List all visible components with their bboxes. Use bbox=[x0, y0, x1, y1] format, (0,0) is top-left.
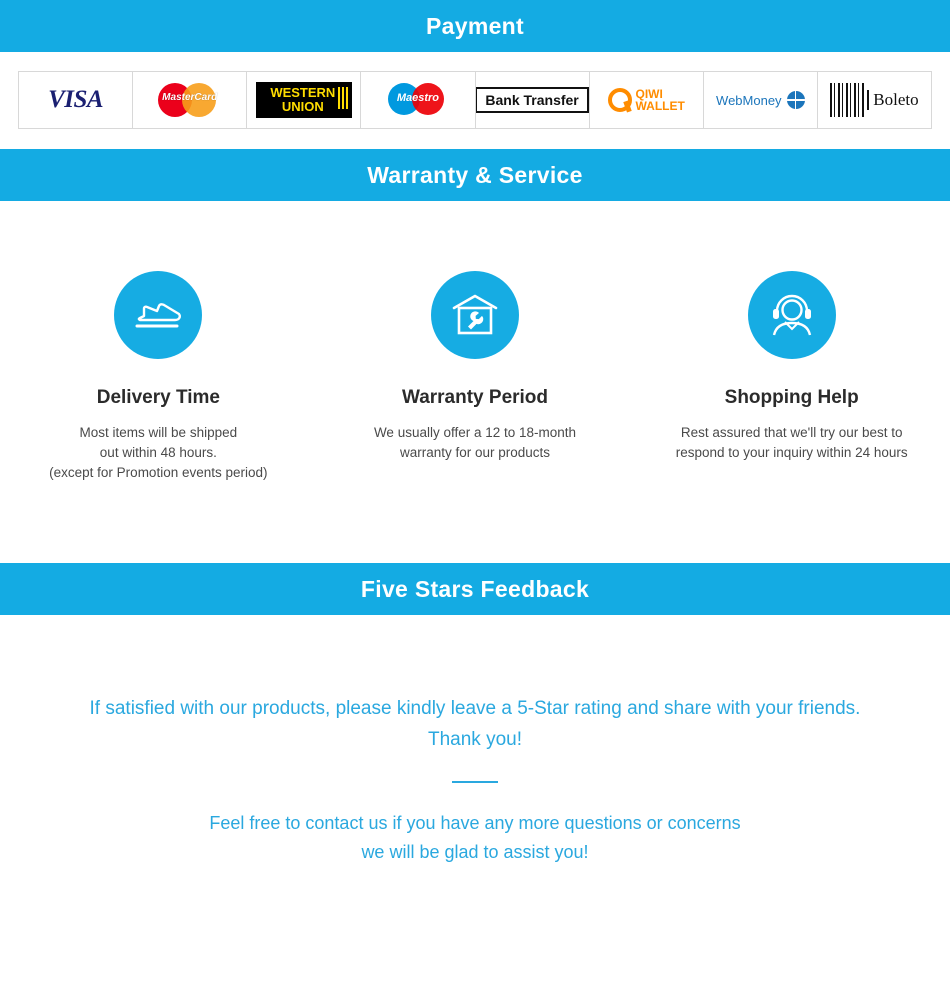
service-desc-warranty bbox=[335, 423, 616, 463]
qiwi-text bbox=[636, 88, 685, 112]
western-union-line2: UNION bbox=[281, 99, 324, 114]
qiwi-line1: QIWI bbox=[635, 87, 663, 101]
mastercard-label: MasterCard bbox=[162, 92, 218, 103]
maestro-label: Maestro bbox=[396, 92, 440, 104]
western-union-bars-icon bbox=[338, 87, 348, 109]
airplane-icon bbox=[114, 271, 202, 359]
service-desc-line: respond to your inquiry within 24 hours bbox=[675, 445, 908, 460]
qiwi-line2: WALLET bbox=[635, 99, 685, 113]
boleto-logo bbox=[830, 83, 918, 117]
feedback-line-1: If satisfied with our products, please kindly leave a 5-Star rating and share with your friends. bbox=[89, 698, 861, 719]
service-desc-line: Most items will be shipped bbox=[79, 425, 238, 440]
maestro-logo bbox=[374, 82, 462, 118]
service-column-help bbox=[633, 271, 950, 483]
visa-logo: VISA bbox=[48, 86, 104, 113]
payment-method-qiwi bbox=[590, 72, 704, 128]
feedback-banner: Five Stars Feedback bbox=[0, 563, 950, 615]
service-desc-line: Rest assured that we'll try our best to bbox=[680, 425, 903, 440]
payment-banner: Payment bbox=[0, 0, 950, 52]
service-desc-line: warranty for our products bbox=[399, 445, 551, 460]
payment-method-mastercard bbox=[133, 72, 247, 128]
qiwi-q-icon bbox=[608, 88, 632, 112]
western-union-line1: WESTERN bbox=[270, 85, 336, 100]
service-desc-delivery bbox=[18, 423, 299, 483]
barcode-icon bbox=[830, 83, 864, 117]
warranty-wrench-icon bbox=[431, 271, 519, 359]
warranty-banner: Warranty & Service bbox=[0, 149, 950, 201]
payment-method-bank-transfer bbox=[476, 72, 590, 128]
service-desc-line: (except for Promotion events period) bbox=[49, 465, 268, 480]
service-desc-line: We usually offer a 12 to 18-month bbox=[373, 425, 577, 440]
payment-method-western-union bbox=[247, 72, 361, 128]
payment-method-boleto bbox=[818, 72, 931, 128]
feedback-divider bbox=[452, 781, 498, 783]
payment-method-visa bbox=[19, 72, 133, 128]
payment-method-maestro bbox=[361, 72, 475, 128]
feedback-line-4: we will be glad to assist you! bbox=[361, 842, 589, 862]
feedback-section bbox=[0, 615, 950, 867]
service-desc-line: out within 48 hours. bbox=[99, 445, 217, 460]
bank-transfer-logo: Bank Transfer bbox=[476, 87, 589, 113]
boleto-label: Boleto bbox=[867, 90, 918, 110]
service-desc-help bbox=[651, 423, 932, 463]
qiwi-logo bbox=[608, 88, 685, 112]
headset-support-icon bbox=[748, 271, 836, 359]
payment-methods-row bbox=[18, 71, 932, 129]
feedback-line-2: Thank you! bbox=[428, 729, 522, 750]
webmoney-label: WebMoney bbox=[716, 92, 782, 108]
service-title-help: Shopping Help bbox=[724, 387, 859, 408]
payment-methods-section bbox=[0, 52, 950, 149]
warranty-service-section bbox=[0, 201, 950, 563]
service-title-delivery: Delivery Time bbox=[96, 387, 220, 408]
payment-method-webmoney bbox=[704, 72, 818, 128]
feedback-line-3: Feel free to contact us if you have any more questions or concerns bbox=[209, 813, 741, 833]
service-column-delivery bbox=[0, 271, 317, 483]
webmoney-globe-icon bbox=[787, 91, 805, 109]
webmoney-logo bbox=[716, 91, 805, 109]
mastercard-logo bbox=[146, 81, 234, 119]
service-column-warranty bbox=[317, 271, 634, 483]
western-union-logo bbox=[256, 82, 352, 118]
service-title-warranty: Warranty Period bbox=[401, 387, 549, 408]
